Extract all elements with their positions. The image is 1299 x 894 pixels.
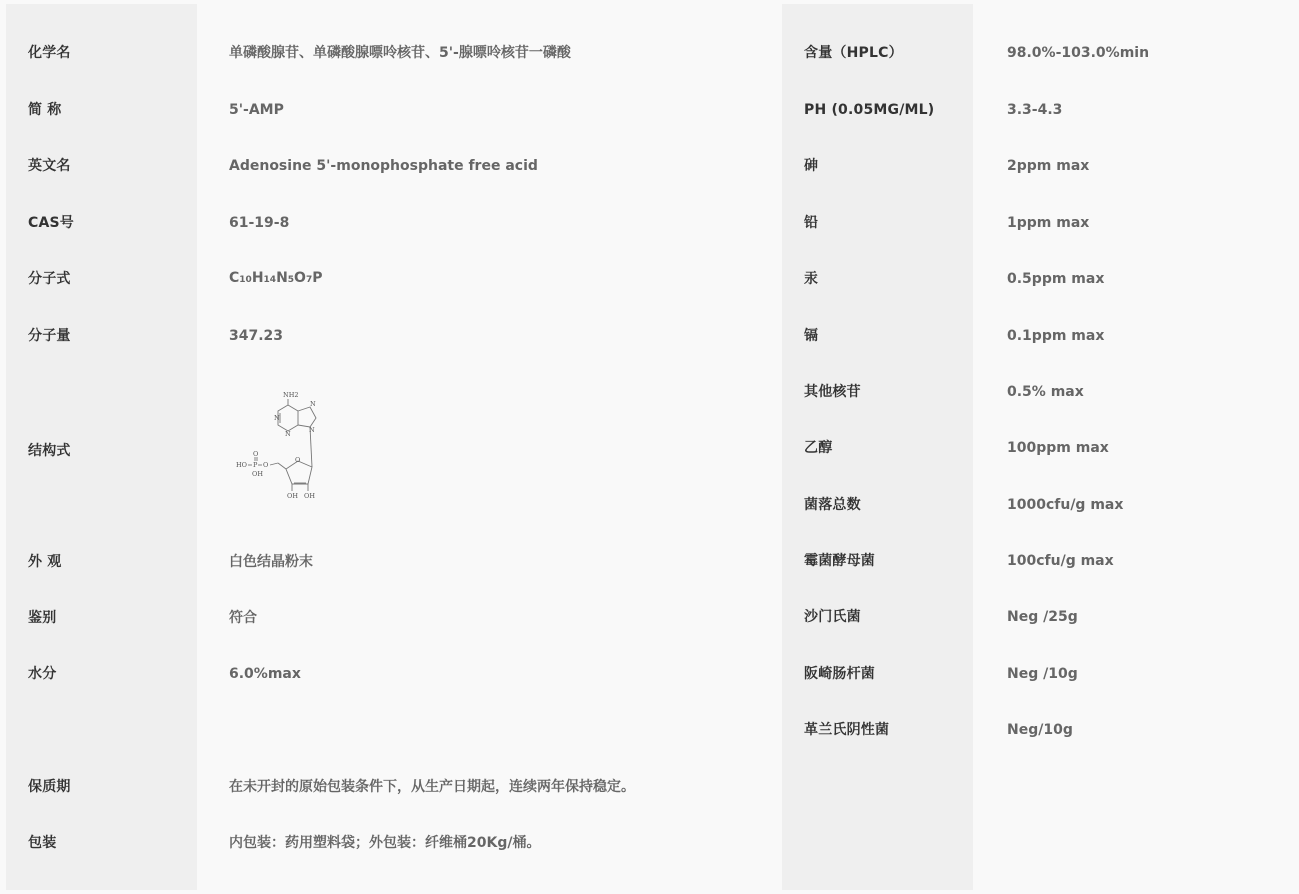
row-value: 6.0%max [229,666,301,682]
svg-text:OH: OH [287,492,298,500]
row-value: Adenosine 5'-monophosphate free acid [229,158,538,174]
row-label: 保质期 [28,779,71,795]
svg-text:OH: OH [252,470,263,478]
row-label: 水分 [28,666,57,682]
svg-text:N: N [285,430,291,438]
row-label: CAS号 [28,215,74,231]
row-label: 砷 [804,158,819,174]
svg-text:P: P [253,461,258,469]
row-label: 霉菌酵母菌 [804,553,875,569]
svg-text:O: O [253,450,259,458]
row-label: PH (0.05MG/ML) [804,102,935,118]
row-value: 白色结晶粉末 [229,554,313,570]
row-value: 1000cfu/g max [1007,497,1124,513]
row-label: 分子量 [28,328,71,344]
row-value: 1ppm max [1007,215,1090,231]
row-label: 阪崎肠杆菌 [804,666,875,682]
formula-subscript: 5 [287,275,295,285]
row-value: 2ppm max [1007,158,1090,174]
row-value: 单磷酸腺苷、单磷酸腺嘌呤核苷、5'-腺嘌呤核苷一磷酸 [229,45,571,61]
row-label: 化学名 [28,45,71,61]
row-label: 菌落总数 [804,497,861,513]
spec-table-right [782,4,1299,890]
row-label: 英文名 [28,158,71,174]
row-value: 3.3-4.3 [1007,102,1063,118]
svg-text:N: N [274,414,280,422]
row-value: Neg /10g [1007,666,1078,682]
row-label: 外 观 [28,554,62,570]
row-value: 0.5% max [1007,384,1084,400]
row-label: 革兰氏阴性菌 [804,722,890,738]
row-value: 61-19-8 [229,215,290,231]
svg-text:O: O [295,456,301,464]
row-label: 其他核苷 [804,384,861,400]
formula-element: H [251,270,264,286]
row-value: 0.1ppm max [1007,328,1105,344]
row-label: 铅 [804,215,819,231]
svg-text:OH: OH [304,492,315,500]
molecular-formula [229,269,322,289]
row-value: 100cfu/g max [1007,553,1114,569]
row-label: 结构式 [28,443,71,459]
structure-formula-image [228,387,328,507]
row-value: 符合 [229,610,257,626]
row-value: 347.23 [229,328,284,344]
svg-text:O: O [263,461,269,469]
formula-element: O [294,270,306,286]
formula-subscript: 7 [305,275,313,285]
row-value: 100ppm max [1007,440,1109,456]
row-value: 0.5ppm max [1007,271,1105,287]
row-value: 5'-AMP [229,102,284,118]
row-label: 乙醇 [804,440,833,456]
row-value: 98.0%-103.0%min [1007,45,1150,61]
row-value: Neg/10g [1007,722,1073,738]
row-value: 内包装：药用塑料袋；外包装：纤维桶20Kg/桶。 [229,835,541,851]
svg-text:N: N [309,426,315,434]
svg-text:HO: HO [236,461,247,469]
row-label: 镉 [804,328,819,344]
formula-subscript: 10 [239,275,252,285]
row-label: 汞 [804,271,819,287]
row-label: 简 称 [28,102,62,118]
row-value: 在未开封的原始包装条件下，从生产日期起，连续两年保持稳定。 [229,779,635,795]
row-label: 沙门氏菌 [804,609,861,625]
spec-table-left [6,4,766,890]
svg-text:NH2: NH2 [283,391,299,399]
formula-element: P [312,270,323,286]
row-label: 鉴别 [28,610,57,626]
formula-element: C [229,270,240,286]
svg-text:N: N [310,400,316,408]
row-label: 含量（HPLC） [804,45,903,61]
row-label: 包装 [28,835,57,851]
row-label: 分子式 [28,271,71,287]
row-value: Neg /25g [1007,609,1078,625]
formula-subscript: 14 [263,275,277,285]
formula-element: N [276,270,288,286]
